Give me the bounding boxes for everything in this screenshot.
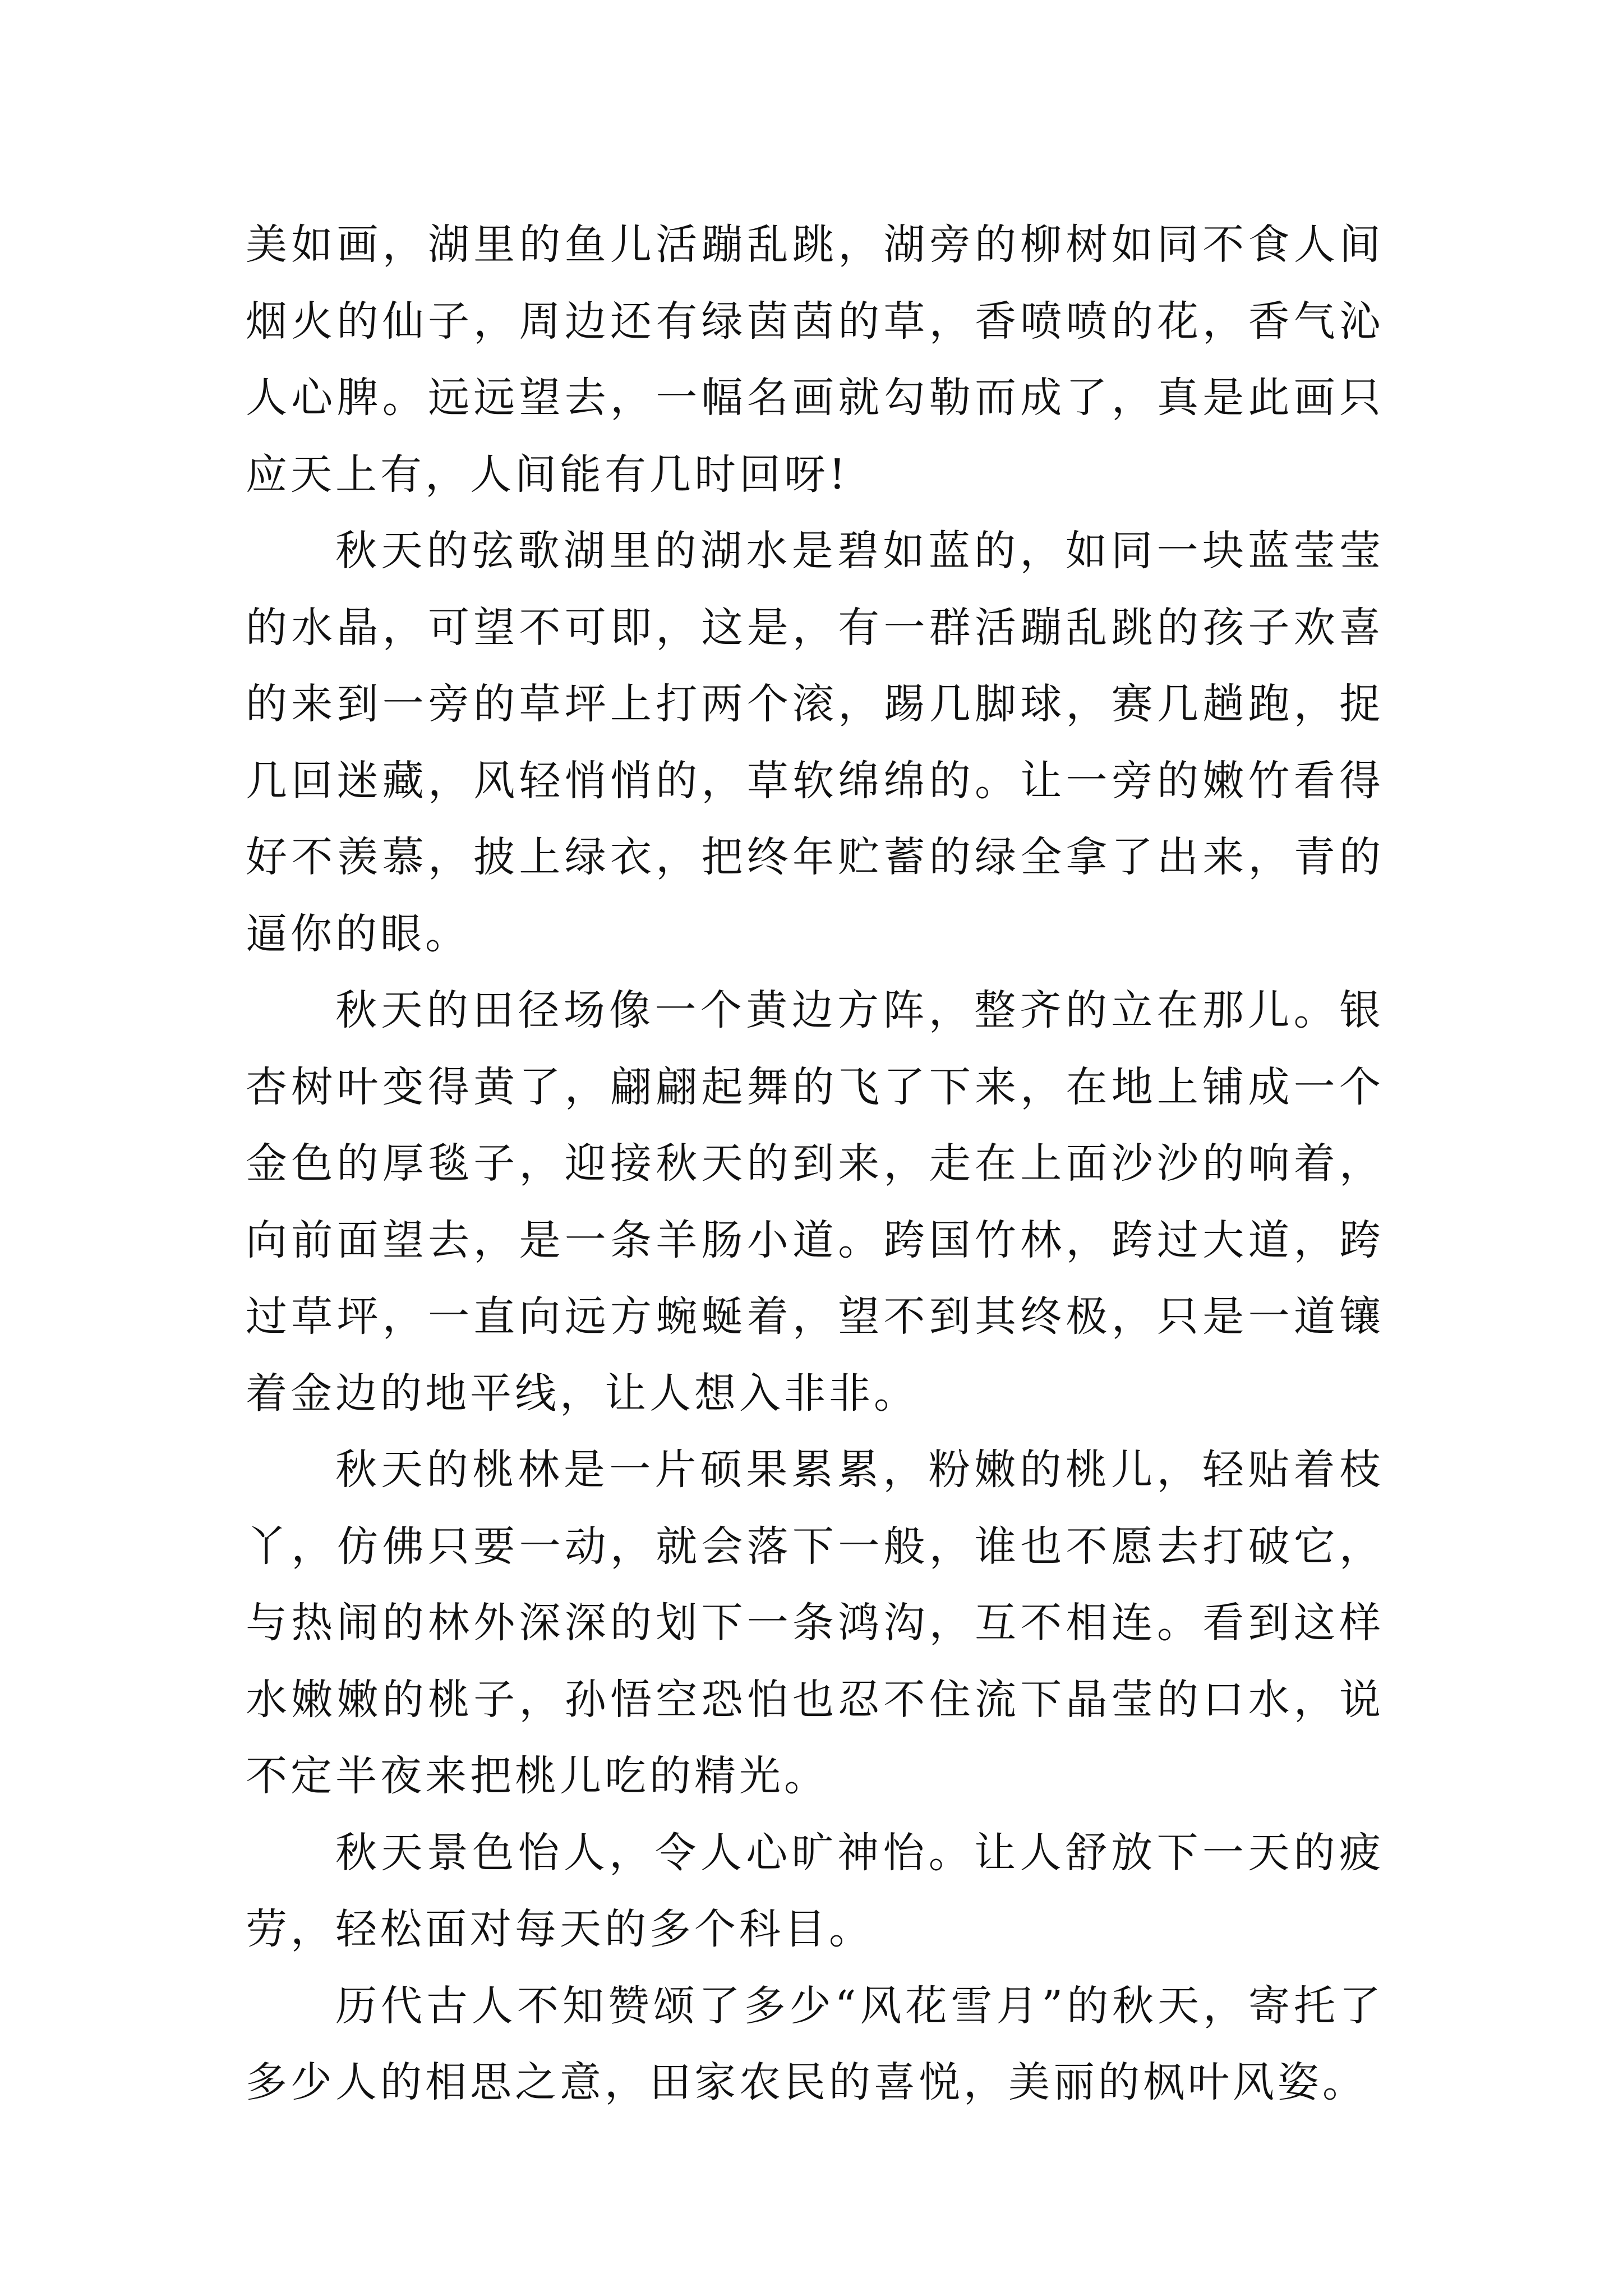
paragraph-6: 历代古人不知赞颂了多少“风花雪月”的秋天，寄托了多少人的相思之意，田家农民的喜悦，美丽的枫叶风姿。 [246,1981,1384,2106]
paragraph-1: 美如画，湖里的鱼儿活蹦乱跳，湖旁的柳树如同不食人间烟火的仙子，周边还有绿茵茵的草，香喷喷的花，香气沁人心脾。远远望去，一幅名画就勾勒而成了，真是此画只应天上有，人间能有几时回呀! [246,220,1384,499]
paragraph-5: 秋天景色怡人，令人心旷神怡。让人舒放下一天的疲劳，轻松面对每天的多个科目。 [246,1828,1384,1953]
paragraph-4: 秋天的桃林是一片硕果累累，粉嫩的桃儿，轻贴着枝丫，仿佛只要一动，就会落下一般，谁也不愿去打破它，与热闹的林外深深的划下一条鸿沟，互不相连。看到这样水嫩嫩的桃子，孙悟空恐怕也忍不住流下晶莹的口水，说不定半夜来把桃儿吃的精光。 [246,1446,1384,1800]
paragraph-3: 秋天的田径场像一个黄边方阵，整齐的立在那儿。银杏树叶变得黄了，翩翩起舞的飞了下来，在地上铺成一个金色的厚毯子，迎接秋天的到来，走在上面沙沙的响着，向前面望去，是一条羊肠小道。跨国竹林，跨过大道，跨过草坪，一直向远方蜿蜒着，望不到其终极，只是一道镶着金边的地平线，让人想入非非。 [246,986,1384,1418]
paragraph-2: 秋天的弦歌湖里的湖水是碧如蓝的，如同一块蓝莹莹的水晶，可望不可即，这是，有一群活蹦乱跳的孩子欢喜的来到一旁的草坪上打两个滚，踢几脚球，赛几趟跑，捉几回迷藏，风轻悄悄的，草软绵绵的。让一旁的嫩竹看得好不羡慕，披上绿衣，把终年贮蓄的绿全拿了出来，青的逼你的眼。 [246,527,1384,958]
document-body [246,206,1384,2121]
